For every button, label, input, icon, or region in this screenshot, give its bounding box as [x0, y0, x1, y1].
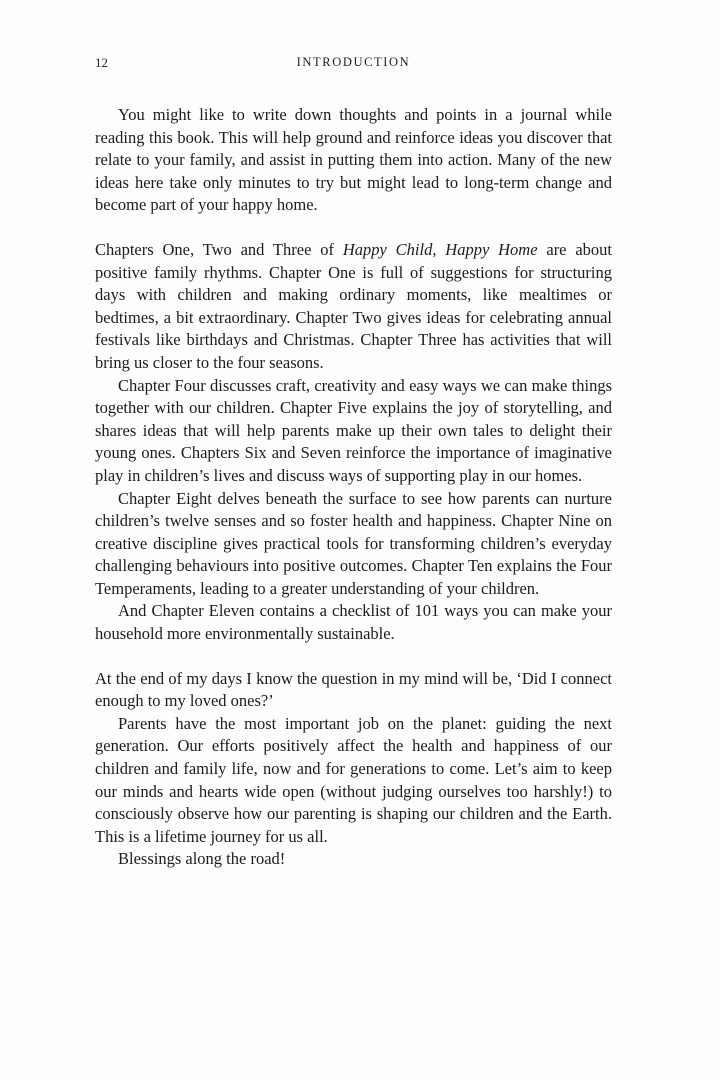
paragraph — [95, 488, 612, 601]
running-head-title: INTRODUCTION — [296, 55, 411, 69]
paragraph — [95, 104, 612, 217]
page-number: 12 — [95, 55, 108, 70]
text-run: are about positive family rhythms. Chapter One is full of suggestions for structuring days with children and making ordinary moments, like mealtimes or bedtimes, a bit extraordinary. Chapter Two gives ideas for celebrating annual festivals like birthdays and Christmas. Chapter Three has activities that will bring us closer to the four seasons. — [95, 239, 613, 372]
page-body — [95, 104, 612, 871]
book-title-italic: Happy Child, Happy Home — [342, 239, 538, 259]
text-run: Chapter Eight delves beneath the surface to see how parents can nurture children’s twelve senses and so foster health and happiness. Chapter Nine on creative discipline gives practical tools for transforming children’s everyday challenging behaviours into positive outcomes. Chapter Ten explains the Four Temperaments, leading to a greater understanding of your children. — [95, 488, 612, 598]
paragraph — [95, 713, 612, 849]
text-run: You might like to write down thoughts and points in a journal while reading this book. This will help ground and reinforce ideas you discover that relate to your family, and assist in putting them into action. Many of the new ideas here take only minutes to try but might lead to long-term change and become part of your happy home. — [95, 105, 612, 215]
text-run: Blessings along the road! — [118, 849, 286, 869]
paragraph — [95, 375, 612, 488]
text-run: And Chapter Eleven contains a checklist of 101 ways you can make your household more environmentally sustainable. — [95, 601, 612, 644]
text-run: Parents have the most important job on the planet: guiding the next generation. Our efforts positively affect the health and happiness of our children and family life, now and for generations to come. Let’s aim to keep our minds and hearts wide open (without judging ourselves too harshly!) to consciously observe how our parenting is shaping our children and the Earth. This is a lifetime journey for us all. — [95, 713, 612, 846]
paragraph — [95, 848, 612, 871]
paragraph — [95, 600, 612, 645]
text-run: At the end of my days I know the question in my mind will be, ‘Did I connect enough to my loved ones?’ — [95, 668, 612, 711]
running-header — [95, 55, 612, 73]
paragraph — [95, 668, 612, 713]
text-run: Chapters One, Two and Three of — [95, 239, 343, 259]
text-run: Chapter Four discusses craft, creativity and easy ways we can make things together with our children. Chapter Five explains the joy of storytelling, and shares ideas that will help parents make up their own tales to delight their young ones. Chapters Six and Seven reinforce the importance of imaginative play in children’s lives and discuss ways of supporting play in our homes. — [95, 375, 612, 485]
paragraph — [95, 239, 612, 375]
